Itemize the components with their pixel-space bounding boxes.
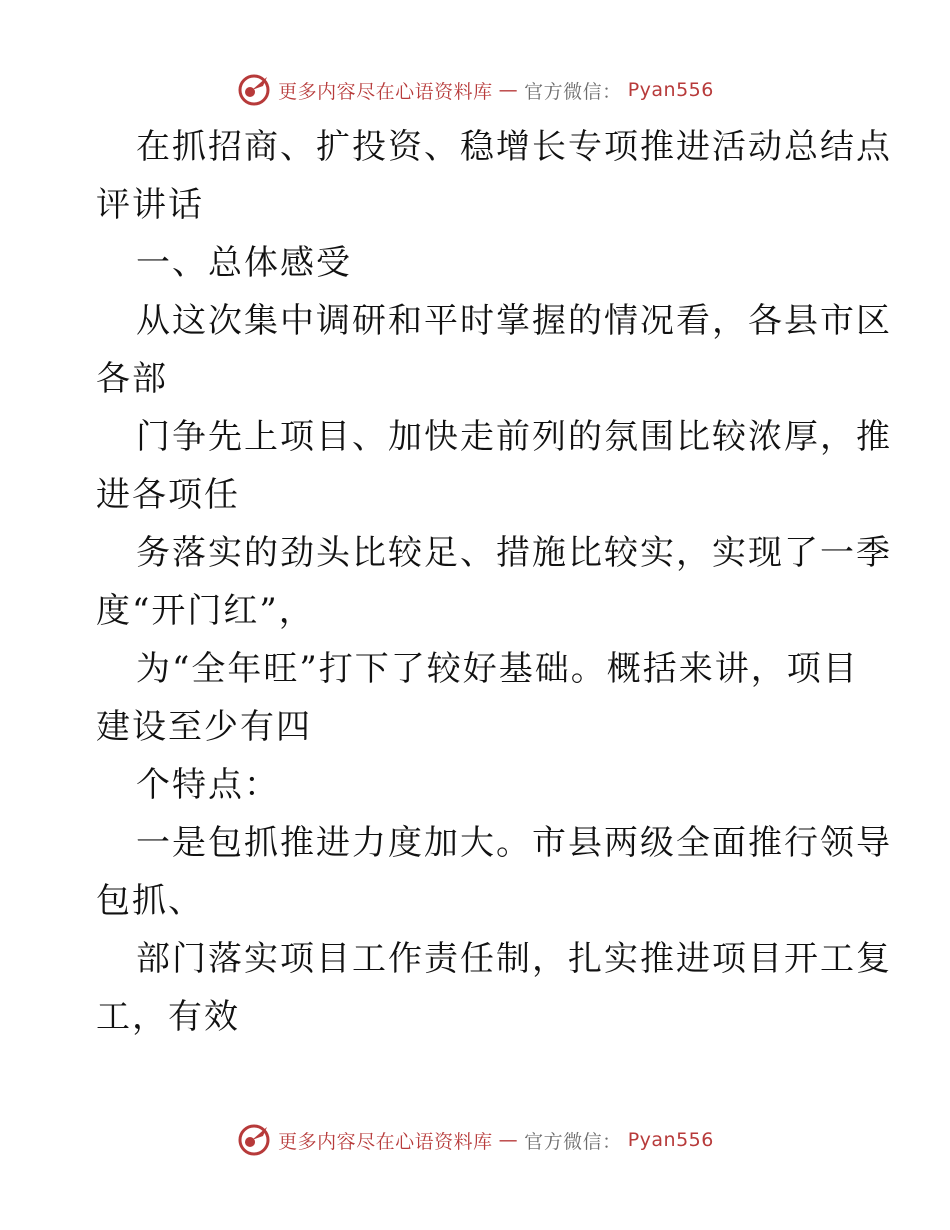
logo-icon bbox=[236, 72, 272, 108]
text-line-5: 门争先上项目、加快走前列的氛围比较浓厚，推 bbox=[136, 417, 892, 457]
text-line-12: 一是包抓推进力度加大。市县两级全面推行领导 bbox=[136, 823, 892, 863]
text-line-6: 进各项任 bbox=[96, 475, 240, 515]
text-line-3: 从这次集中调研和平时掌握的情况看，各县市区 bbox=[136, 301, 892, 341]
text-line-11: 个特点： bbox=[136, 765, 280, 805]
text-line-14: 部门落实项目工作责任制，扎实推进项目开工复 bbox=[136, 939, 892, 979]
document-body bbox=[96, 118, 892, 1046]
text-line-13: 包抓、 bbox=[96, 881, 204, 921]
text-line-0: 在抓招商、扩投资、稳增长专项推进活动总结点 bbox=[136, 127, 892, 167]
watermark-text: 更多内容尽在心语资料库 bbox=[278, 1130, 493, 1153]
header-watermark bbox=[0, 72, 950, 108]
watermark-id: Pyan556 bbox=[627, 79, 714, 101]
text-line-2: 一、总体感受 bbox=[136, 243, 352, 283]
text-line-4: 各部 bbox=[96, 359, 168, 399]
watermark-label: 官方微信： bbox=[524, 1130, 622, 1153]
footer-watermark bbox=[0, 1122, 950, 1158]
text-line-8: 度“开门红”， bbox=[96, 591, 315, 631]
text-line-15: 工，有效 bbox=[96, 997, 240, 1037]
watermark-label: 官方微信： bbox=[524, 80, 622, 103]
watermark-separator: — bbox=[498, 79, 519, 101]
watermark-id: Pyan556 bbox=[627, 1129, 714, 1151]
text-line-10: 建设至少有四 bbox=[96, 707, 312, 747]
watermark-separator: — bbox=[498, 1129, 519, 1151]
text-line-1: 评讲话 bbox=[96, 185, 204, 225]
text-line-9: 为“全年旺”打下了较好基础。概括来讲，项目 bbox=[136, 649, 859, 689]
watermark-text: 更多内容尽在心语资料库 bbox=[278, 80, 493, 103]
text-line-7: 务落实的劲头比较足、措施比较实，实现了一季 bbox=[136, 533, 892, 573]
logo-icon bbox=[236, 1122, 272, 1158]
